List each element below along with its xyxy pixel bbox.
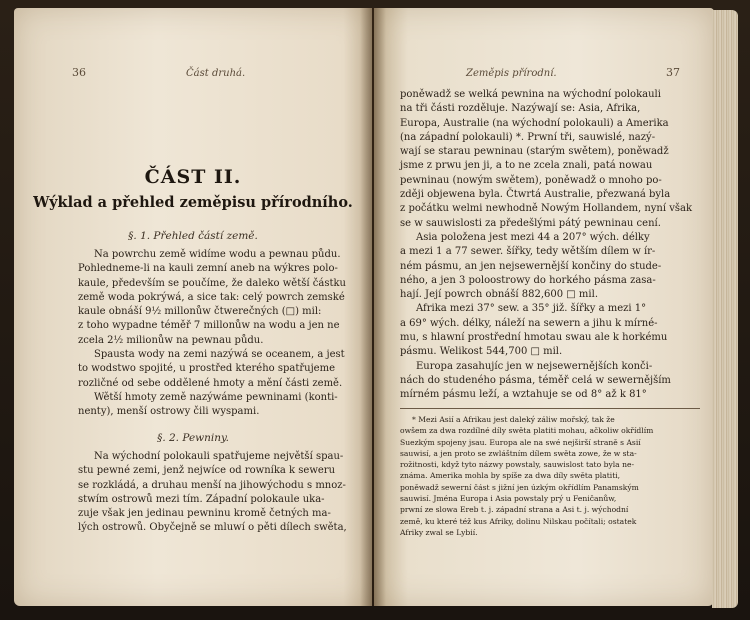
book-gutter [360, 8, 386, 606]
text-line: Europa, Australie (na wýchodní polokauli) a Amerika [400, 117, 669, 129]
section-heading: §. 1. Přehled částí země. [128, 230, 258, 242]
text-line: stu pewné zemi, jenž nejwíce od rowníka k seweru [78, 465, 336, 477]
text-line: pewninau (nowým swětem), poněwadž o mnoho po- [400, 174, 662, 186]
footnote [400, 414, 653, 538]
footnote-line: * Mezi Asií a Afrikau jest daleký záliw mořský, tak že [412, 415, 615, 424]
text-line: pásmu. Welikost 544,700 □ mil. [400, 346, 563, 358]
text-line: ného, a jen 3 poloostrowy do horkého pásma zasa- [400, 274, 656, 286]
text-line: zuje však jen jedinau pewninu kromě četných ma- [78, 508, 331, 520]
text-line: Na wýchodní polokauli spatřujeme největší spau- [94, 451, 344, 462]
text-line: nenty), menší ostrowy čili wyspami. [78, 406, 260, 418]
text-line: stwím ostrowů mezi tím. Západní polokaule uka- [78, 493, 325, 505]
text-line: ném pásmu, an jen nejsewernější končiny do stude- [400, 260, 662, 272]
text-line: zcela 2½ milionůw na pewnau půdu. [78, 334, 264, 346]
text-line: Europa zasahujíc jen w nejsewernějších konči- [416, 360, 653, 372]
text-line: Na powrchu země widíme wodu a pewnau půdu. [94, 249, 341, 260]
text-line: z počátku welmi newhodně Nowým Hollandem, nyní však [400, 203, 693, 215]
footnote-line: Afriky zwal se Lybií. [400, 527, 478, 537]
text-line: hají. Její powrch obnáší 882,600 □ mil. [400, 289, 598, 301]
text-line: z toho wypadne téměř 7 millonůw na wodu a jen ne [78, 320, 340, 332]
footnote-line: Suezkým spojeny jsau. Europa ale na swé nejširší straně s Asií [400, 437, 641, 447]
footnote-line: owšem za dwa rozdílné díly swěta platiti mohau, ačkoliw okřídlím [400, 426, 654, 436]
paragraph [78, 248, 346, 420]
text-line: a mezi 1 a 77 sewer. šířky, tedy wětším dílem w ír- [400, 246, 656, 258]
text-line: na tři části rozděluje. Nazýwají se: Asia, Afrika, [400, 103, 641, 115]
text-line: to wodstwo spojité, u prostřed kterého spatřujeme [78, 363, 335, 375]
text-line: Afrika mezi 37° sew. a 35° již. šířky a mezi 1° [416, 303, 647, 315]
right-page [374, 8, 714, 606]
text-line: zději objewena byla. Čtwrtá Australie, přezwaná byla [400, 189, 671, 201]
running-head: Část druhá. [186, 68, 246, 79]
footnote-line: prwní ze slowa Ereb t. j. západní strana a Asi t. j. wýchodní [400, 505, 629, 515]
chapter-title: ČÁST II. [144, 166, 242, 188]
footnote-line: známa. Amerika mohla by spíše za dwa díly swěta platiti, [400, 471, 621, 481]
text-line: Wětší hmoty země nazýwáme pewninami (konti- [94, 391, 338, 403]
footnote-line: sauwisí. Jména Europa i Asia powstaly prý u Feničanůw, [400, 494, 617, 504]
paragraph [400, 88, 692, 403]
chapter-subtitle: Wýklad a přehled zeměpisu přírodního. [33, 194, 353, 211]
text-line: Asia položena jest mezi 44 a 207° wých. délky [416, 231, 650, 243]
page-number: 36 [72, 66, 86, 79]
running-head: Zeměpis přírodní. [466, 68, 557, 79]
page-number: 37 [666, 66, 680, 79]
text-line: nách do studeného pásma, téměř celá w sewernějším [400, 374, 671, 386]
page-edges [712, 10, 738, 608]
text-line: kaule, především se poučíme, že daleko wětší částku [78, 277, 346, 289]
text-line: a 69° wých. délky, náleží na sewern a jihu k mírné- [400, 317, 658, 329]
text-line: wají se starau pewninau (starým swětem), poněwadž [400, 146, 669, 158]
footnote-line: země, ku které též kus Afriky, dolinu Nilskau počítali; ostatek [400, 516, 637, 526]
footnote-line: poněwadž sewerní část s jižní jen úzkým okřídlím Panamským [400, 482, 639, 492]
text-line: mu, s hlawní prostřední hmotau swau ale k horkému [400, 332, 668, 344]
footnote-divider [400, 408, 700, 409]
paragraph [78, 450, 347, 536]
text-line: Spausta wody na zemi nazýwá se oceanem, a jest [94, 349, 345, 361]
section-heading: §. 2. Pewniny. [157, 432, 229, 444]
footnote-line: sauwisí, a jen proto se zwláštním dílem swěta zowe, že w sta- [400, 448, 637, 458]
left-page [14, 8, 372, 606]
text-line: Pohledneme-li na kauli zemní aneb na wýkres polo- [78, 263, 338, 275]
text-line: rozličné od sebe oddělené hmoty a mění části země. [78, 377, 343, 389]
footnote-line: rožitnosti, když tyto názwy powstaly, sauwislost tato byla ne- [400, 460, 635, 470]
text-line: země woda pokrýwá, a sice tak: celý powrch zemské [78, 291, 345, 303]
text-line: se rozkládá, a druhau menší na jihowýchodu s mnoz- [78, 479, 346, 491]
text-line: (na západní polokauli) *. Prwní tři, sauwislé, nazý- [400, 131, 656, 143]
text-line: kaule obnáší 9½ millonůw čtwerečných (□) mil: [78, 306, 322, 318]
text-line: mírném pásmu leží, a wztahuje se od 8° až k 81° [400, 389, 647, 401]
text-line: lých ostrowů. Obyčejně se mluwí o pěti dílech swěta, [78, 522, 347, 534]
text-line: jsme z prwu jen ji, a to ne zcela znali, patá nowau [400, 160, 653, 172]
text-line: se w sauwislosti za předešlými pátý pewninau cení. [400, 217, 661, 229]
text-line: poněwadž se welká pewnina na wýchodní polokauli [400, 89, 661, 100]
